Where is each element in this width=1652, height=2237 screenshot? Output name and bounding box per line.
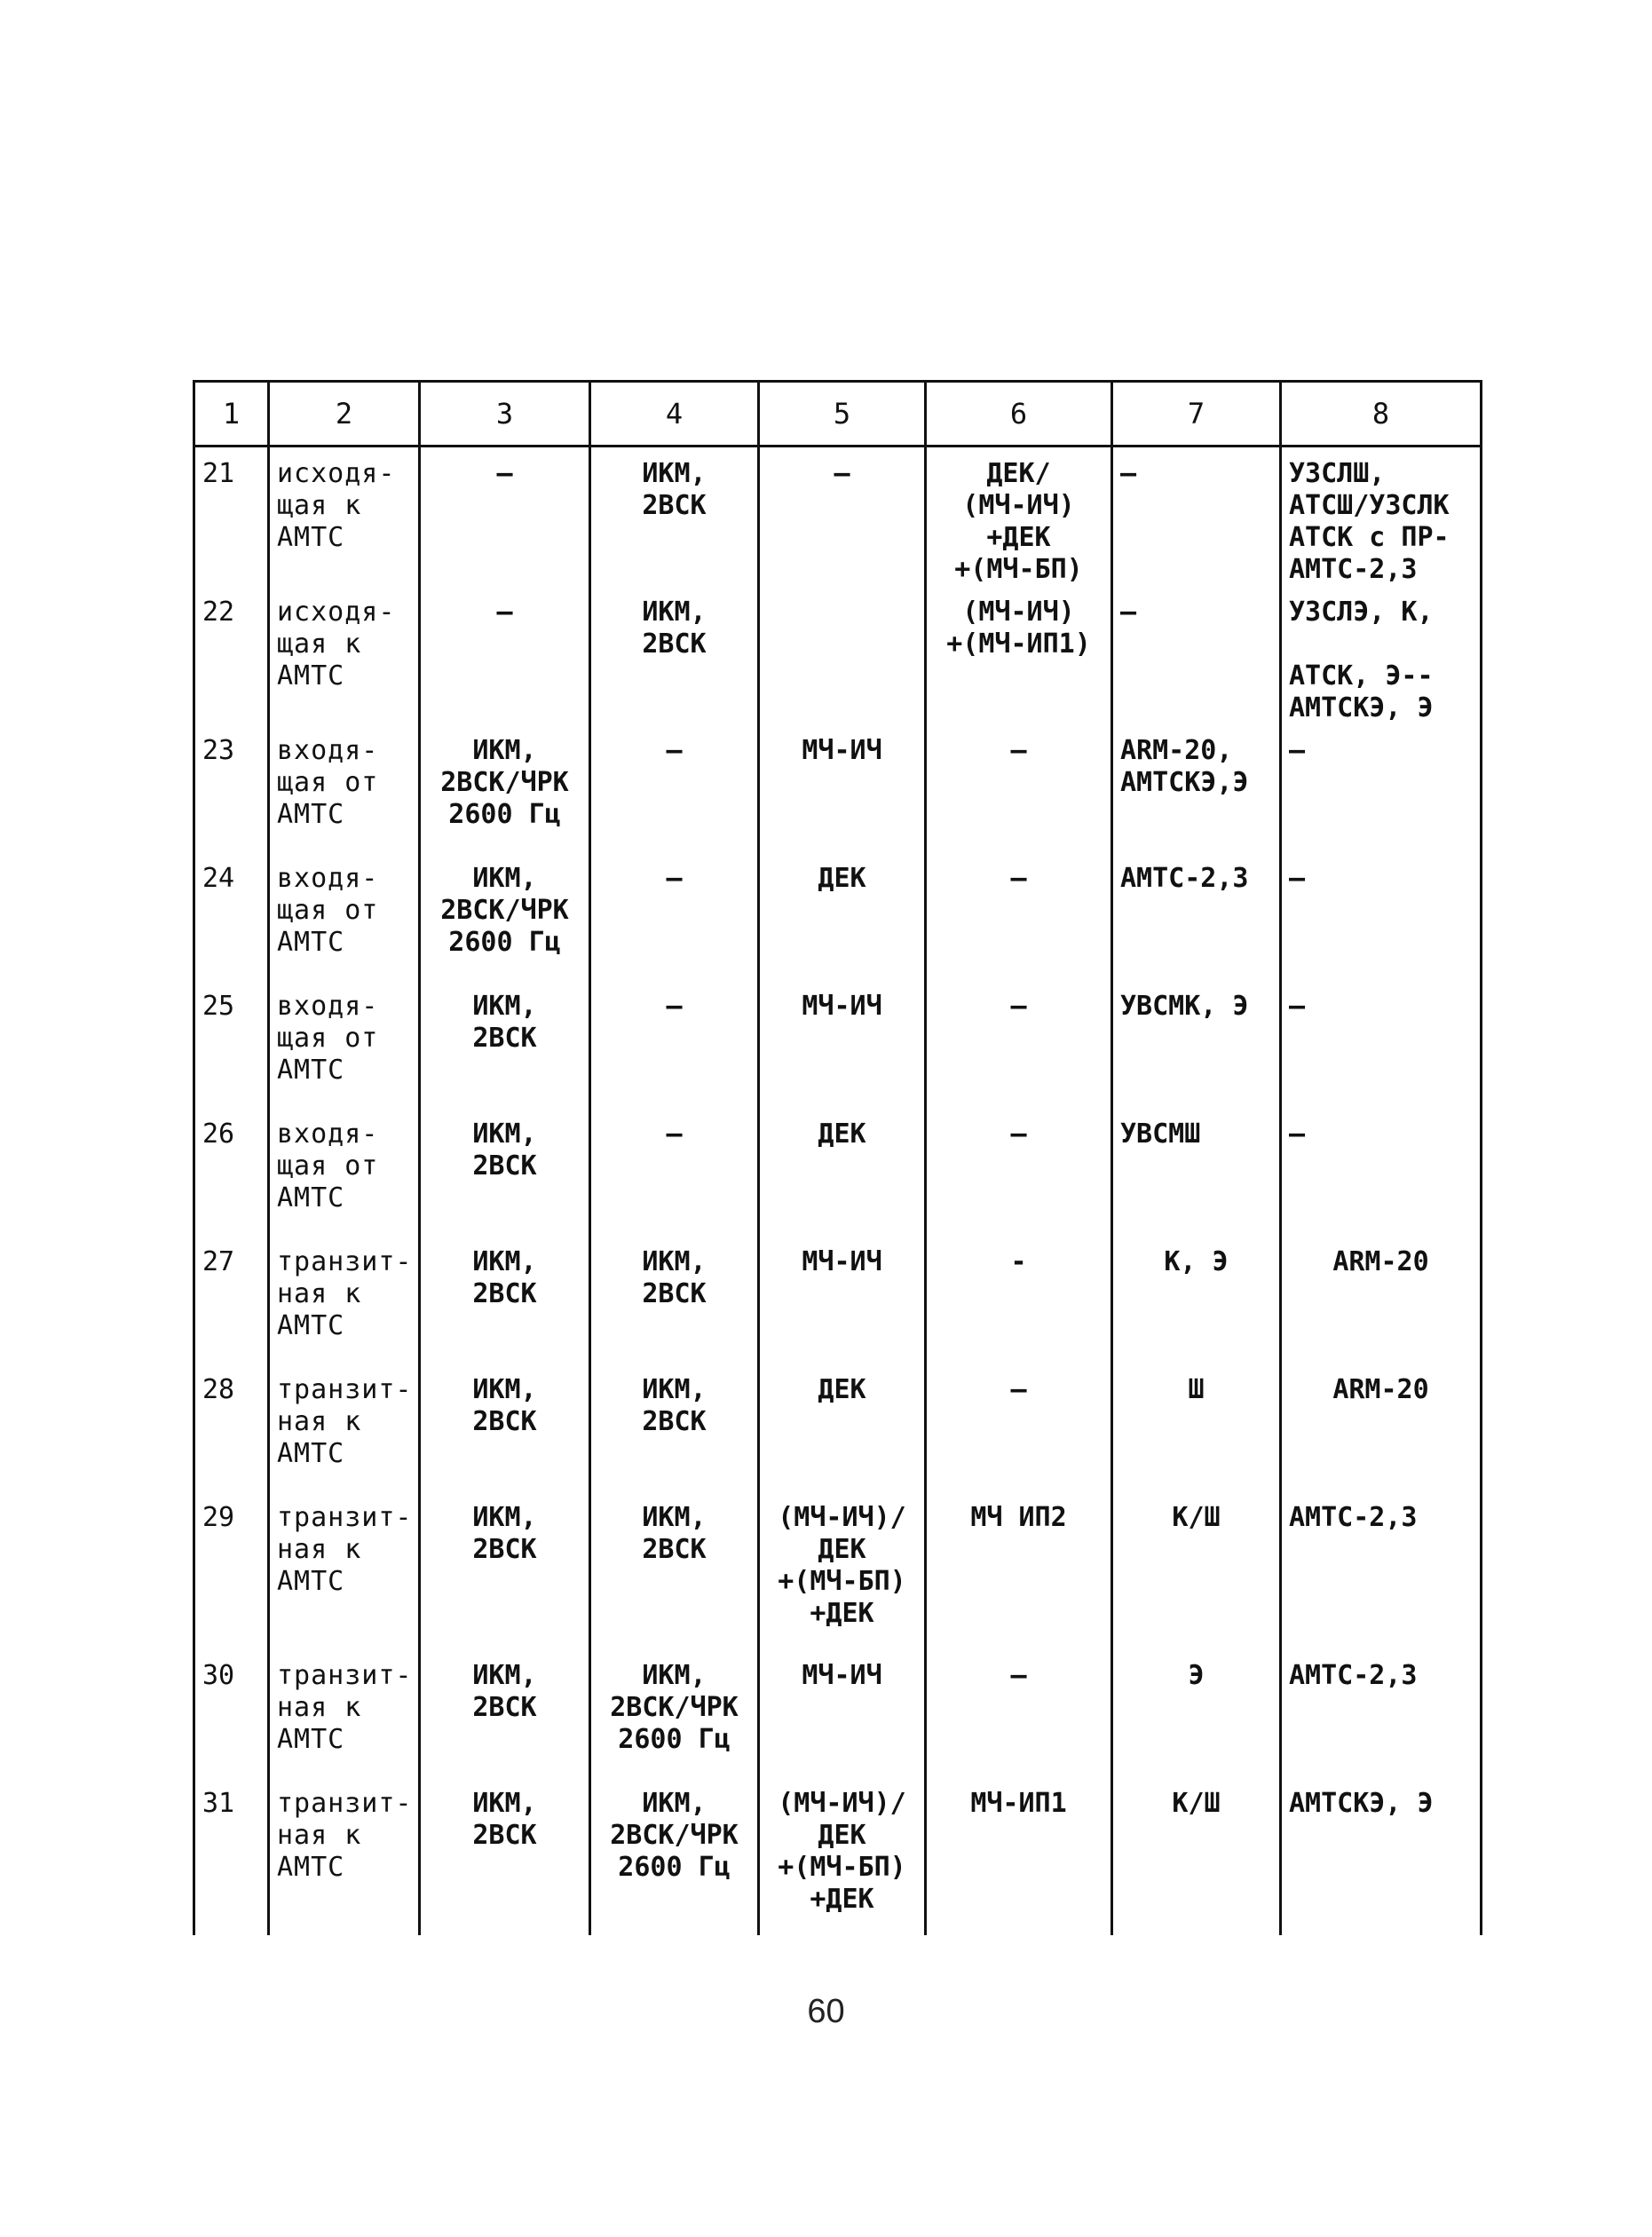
cell-col6: – [926,1364,1112,1491]
cell-col8: УЗСЛШ, АТСШ/УЗСЛК АТСК с ПР- АМТС-2,3 [1281,447,1482,587]
cell-col4: ИКМ, 2ВСК [590,1364,759,1491]
cell-col6: – [926,1108,1112,1236]
row-number: 25 [194,980,269,1108]
cell-col3: ИКМ, 2ВСК [420,1777,590,1935]
cell-col7: Э [1112,1649,1281,1777]
header-col-2: 2 [269,382,420,447]
cell-col4: ИКМ, 2ВСК [590,447,759,587]
cell-col8: АМТС-2,3 [1281,1491,1482,1649]
cell-direction: входя- щая от АМТС [269,1108,420,1236]
page-number: 60 [807,1993,845,2030]
table-row [194,1108,1482,1236]
cell-direction: транзит- ная к АМТС [269,1364,420,1491]
cell-col8: – [1281,724,1482,852]
cell-col6: ДЕК/ (МЧ-ИЧ) +ДЕК +(МЧ-БП) [926,447,1112,587]
cell-col5: – [759,447,926,587]
cell-direction: исходя- щая к АМТС [269,447,420,587]
table-row [194,1777,1482,1935]
cell-col5 [759,586,926,724]
cell-col5: МЧ-ИЧ [759,724,926,852]
cell-col3: ИКМ, 2ВСК [420,1236,590,1364]
table-row [194,586,1482,724]
table-row [194,1491,1482,1649]
cell-col5: МЧ-ИЧ [759,1236,926,1364]
header-col-3: 3 [420,382,590,447]
row-number: 26 [194,1108,269,1236]
header-col-1: 1 [194,382,269,447]
row-number: 27 [194,1236,269,1364]
header-col-7: 7 [1112,382,1281,447]
cell-col3: ИКМ, 2ВСК/ЧРК 2600 Гц [420,724,590,852]
cell-col5: ДЕК [759,1108,926,1236]
row-number: 23 [194,724,269,852]
cell-col7: К/Ш [1112,1491,1281,1649]
cell-col3: – [420,586,590,724]
table-row [194,447,1482,587]
cell-col4: ИКМ, 2ВСК/ЧРК 2600 Гц [590,1649,759,1777]
cell-col7: К, Э [1112,1236,1281,1364]
row-number: 21 [194,447,269,587]
cell-col5: ДЕК [759,1364,926,1491]
row-number: 29 [194,1491,269,1649]
cell-col4: ИКМ, 2ВСК [590,586,759,724]
header-col-6: 6 [926,382,1112,447]
cell-col4: ИКМ, 2ВСК [590,1236,759,1364]
cell-col5: (МЧ-ИЧ)/ ДЕК +(МЧ-БП) +ДЕК [759,1777,926,1935]
table-row [194,1649,1482,1777]
table-row [194,980,1482,1108]
header-col-4: 4 [590,382,759,447]
cell-col7: К/Ш [1112,1777,1281,1935]
row-number: 30 [194,1649,269,1777]
cell-col6: - [926,1236,1112,1364]
cell-col7: – [1112,586,1281,724]
cell-col5: (МЧ-ИЧ)/ ДЕК +(МЧ-БП) +ДЕК [759,1491,926,1649]
cell-col4: – [590,980,759,1108]
table-row [194,724,1482,852]
table-row [194,852,1482,980]
cell-col8: – [1281,852,1482,980]
table-row [194,1236,1482,1364]
cell-col4: ИКМ, 2ВСК [590,1491,759,1649]
cell-col5: ДЕК [759,852,926,980]
row-number: 31 [194,1777,269,1935]
cell-col3: ИКМ, 2ВСК [420,980,590,1108]
data-table [193,380,1482,1935]
table-header-row [194,382,1482,447]
cell-col8: ARM-20 [1281,1236,1482,1364]
cell-direction: транзит- ная к АМТС [269,1236,420,1364]
cell-col7: УВСМШ [1112,1108,1281,1236]
cell-col8: ARM-20 [1281,1364,1482,1491]
table-row [194,1364,1482,1491]
cell-col7: АМТС-2,3 [1112,852,1281,980]
cell-direction: транзит- ная к АМТС [269,1777,420,1935]
cell-col3: ИКМ, 2ВСК [420,1108,590,1236]
cell-col4: – [590,852,759,980]
cell-col3: ИКМ, 2ВСК [420,1649,590,1777]
cell-col8: УЗСЛЭ, К, АТСК, Э-- АМТСКЭ, Э [1281,586,1482,724]
cell-col5: МЧ-ИЧ [759,980,926,1108]
cell-col7: УВСМК, Э [1112,980,1281,1108]
cell-col3: ИКМ, 2ВСК [420,1364,590,1491]
cell-col3: ИКМ, 2ВСК/ЧРК 2600 Гц [420,852,590,980]
cell-direction: транзит- ная к АМТС [269,1649,420,1777]
cell-col6: – [926,980,1112,1108]
cell-direction: транзит- ная к АМТС [269,1491,420,1649]
cell-col8: АМТС-2,3 [1281,1649,1482,1777]
cell-col4: – [590,1108,759,1236]
cell-col7: ARM-20, АМТСКЭ,Э [1112,724,1281,852]
cell-col7: Ш [1112,1364,1281,1491]
row-number: 28 [194,1364,269,1491]
cell-col4: ИКМ, 2ВСК/ЧРК 2600 Гц [590,1777,759,1935]
cell-direction: входя- щая от АМТС [269,852,420,980]
cell-col7: – [1112,447,1281,587]
header-col-8: 8 [1281,382,1482,447]
cell-direction: входя- щая от АМТС [269,724,420,852]
cell-col8: – [1281,980,1482,1108]
cell-direction: исходя- щая к АМТС [269,586,420,724]
cell-direction: входя- щая от АМТС [269,980,420,1108]
cell-col4: – [590,724,759,852]
cell-col6: МЧ ИП2 [926,1491,1112,1649]
cell-col3: ИКМ, 2ВСК [420,1491,590,1649]
cell-col8: АМТСКЭ, Э [1281,1777,1482,1935]
row-number: 22 [194,586,269,724]
cell-col6: – [926,852,1112,980]
row-number: 24 [194,852,269,980]
cell-col6: – [926,1649,1112,1777]
cell-col6: МЧ-ИП1 [926,1777,1112,1935]
header-col-5: 5 [759,382,926,447]
cell-col6: (МЧ-ИЧ) +(МЧ-ИП1) [926,586,1112,724]
cell-col6: – [926,724,1112,852]
cell-col3: – [420,447,590,587]
cell-col8: – [1281,1108,1482,1236]
cell-col5: МЧ-ИЧ [759,1649,926,1777]
